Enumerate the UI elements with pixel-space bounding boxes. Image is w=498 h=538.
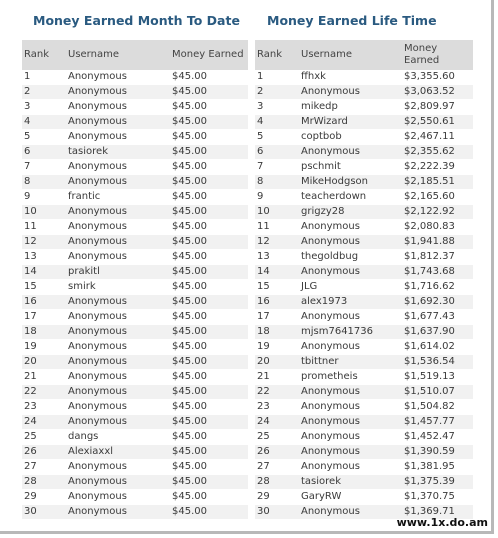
username-cell: Anonymous xyxy=(299,265,402,280)
username-cell: Anonymous xyxy=(66,370,170,385)
username-cell: thegoldbug xyxy=(299,250,402,265)
money-earned-cell: $45.00 xyxy=(170,505,248,520)
money-earned-cell: $2,222.39 xyxy=(402,160,473,175)
table-row xyxy=(255,265,473,280)
money-earned-cell: $1,510.07 xyxy=(402,385,473,400)
rank-cell: 19 xyxy=(22,340,66,355)
username-cell: smirk xyxy=(66,280,170,295)
rank-cell: 8 xyxy=(22,175,66,190)
money-earned-cell: $1,369.71 xyxy=(402,505,473,520)
username-cell: Anonymous xyxy=(66,415,170,430)
money-earned-cell: $2,467.11 xyxy=(402,130,473,145)
rank-cell: 4 xyxy=(22,115,66,130)
table-row xyxy=(22,190,248,205)
table-row xyxy=(22,160,248,175)
username-cell: Anonymous xyxy=(66,310,170,325)
rank-cell: 16 xyxy=(255,295,299,310)
table-row xyxy=(255,70,473,85)
rank-cell: 1 xyxy=(255,70,299,85)
username-cell: prakitl xyxy=(66,265,170,280)
username-cell: Anonymous xyxy=(66,325,170,340)
table-row xyxy=(22,115,248,130)
username-cell: Anonymous xyxy=(299,505,402,520)
money-earned-cell: $45.00 xyxy=(170,310,248,325)
rank-cell: 7 xyxy=(22,160,66,175)
table-row xyxy=(22,415,248,430)
money-earned-cell: $45.00 xyxy=(170,190,248,205)
rank-cell: 28 xyxy=(255,475,299,490)
username-cell: Anonymous xyxy=(66,490,170,505)
table-row xyxy=(22,385,248,400)
money-earned-cell: $45.00 xyxy=(170,145,248,160)
life-time-table xyxy=(255,40,473,520)
money-earned-cell: $1,375.39 xyxy=(402,475,473,490)
money-earned-cell: $45.00 xyxy=(170,490,248,505)
money-earned-cell: $45.00 xyxy=(170,160,248,175)
money-earned-cell: $2,080.83 xyxy=(402,220,473,235)
rank-cell: 9 xyxy=(22,190,66,205)
username-cell: Anonymous xyxy=(66,160,170,175)
table-row xyxy=(22,85,248,100)
username-cell: tbittner xyxy=(299,355,402,370)
money-earned-cell: $1,716.62 xyxy=(402,280,473,295)
life-time-panel xyxy=(255,0,473,520)
money-earned-cell: $1,457.77 xyxy=(402,415,473,430)
rank-cell: 5 xyxy=(255,130,299,145)
rank-cell: 10 xyxy=(255,205,299,220)
table-row xyxy=(255,130,473,145)
money-earned-cell: $45.00 xyxy=(170,250,248,265)
username-cell: Anonymous xyxy=(66,505,170,520)
rank-cell: 30 xyxy=(22,505,66,520)
money-earned-cell: $45.00 xyxy=(170,130,248,145)
username-cell: MikeHodgson xyxy=(299,175,402,190)
rank-cell: 17 xyxy=(22,310,66,325)
table-row xyxy=(22,220,248,235)
table-row xyxy=(22,295,248,310)
money-earned-cell: $45.00 xyxy=(170,370,248,385)
username-cell: teacherdown xyxy=(299,190,402,205)
money-earned-cell: $2,165.60 xyxy=(402,190,473,205)
username-cell: Anonymous xyxy=(299,340,402,355)
rank-cell: 20 xyxy=(22,355,66,370)
money-earned-cell: $1,812.37 xyxy=(402,250,473,265)
table-row xyxy=(255,385,473,400)
rank-cell: 8 xyxy=(255,175,299,190)
rank-cell: 13 xyxy=(22,250,66,265)
rank-cell: 29 xyxy=(22,490,66,505)
rank-cell: 2 xyxy=(22,85,66,100)
table-row xyxy=(255,325,473,340)
username-cell: dangs xyxy=(66,430,170,445)
rank-cell: 11 xyxy=(255,220,299,235)
username-cell: Anonymous xyxy=(66,250,170,265)
username-cell: Anonymous xyxy=(299,310,402,325)
table-row xyxy=(22,325,248,340)
rank-cell: 3 xyxy=(255,100,299,115)
money-earned-cell: $3,063.52 xyxy=(402,85,473,100)
username-cell: Anonymous xyxy=(66,130,170,145)
rank-cell: 18 xyxy=(255,325,299,340)
username-cell: Anonymous xyxy=(299,385,402,400)
table-row xyxy=(255,355,473,370)
rank-cell: 17 xyxy=(255,310,299,325)
rank-cell: 22 xyxy=(22,385,66,400)
username-cell: ffhxk xyxy=(299,70,402,85)
table-row xyxy=(255,295,473,310)
money-earned-cell: $2,185.51 xyxy=(402,175,473,190)
rank-cell: 9 xyxy=(255,190,299,205)
rank-cell: 1 xyxy=(22,70,66,85)
money-earned-column-header: Money Earned xyxy=(402,40,473,70)
money-earned-cell: $1,381.95 xyxy=(402,460,473,475)
username-cell: Anonymous xyxy=(66,85,170,100)
money-earned-cell: $1,519.13 xyxy=(402,370,473,385)
rank-cell: 25 xyxy=(22,430,66,445)
table-row xyxy=(22,265,248,280)
rank-cell: 22 xyxy=(255,385,299,400)
rank-cell: 6 xyxy=(255,145,299,160)
table-row xyxy=(22,70,248,85)
money-earned-cell: $1,941.88 xyxy=(402,235,473,250)
money-earned-cell: $1,692.30 xyxy=(402,295,473,310)
rank-cell: 27 xyxy=(255,460,299,475)
rank-cell: 27 xyxy=(22,460,66,475)
username-cell: alex1973 xyxy=(299,295,402,310)
username-cell: Anonymous xyxy=(299,460,402,475)
rank-cell: 12 xyxy=(22,235,66,250)
table-row xyxy=(255,175,473,190)
money-earned-cell: $45.00 xyxy=(170,265,248,280)
rank-cell: 10 xyxy=(22,205,66,220)
money-earned-cell: $45.00 xyxy=(170,295,248,310)
rank-cell: 16 xyxy=(22,295,66,310)
username-cell: pschmit xyxy=(299,160,402,175)
money-earned-cell: $2,550.61 xyxy=(402,115,473,130)
money-earned-cell: $45.00 xyxy=(170,430,248,445)
table-row xyxy=(255,460,473,475)
money-earned-cell: $45.00 xyxy=(170,235,248,250)
money-earned-cell: $2,122.92 xyxy=(402,205,473,220)
table-row xyxy=(255,400,473,415)
money-earned-cell: $45.00 xyxy=(170,115,248,130)
money-earned-cell: $45.00 xyxy=(170,100,248,115)
username-cell: Anonymous xyxy=(66,205,170,220)
life-time-title: Money Earned Life Time xyxy=(267,13,437,28)
money-earned-cell: $45.00 xyxy=(170,415,248,430)
rank-cell: 15 xyxy=(22,280,66,295)
username-cell: MrWizard xyxy=(299,115,402,130)
table-row xyxy=(255,415,473,430)
rank-cell: 13 xyxy=(255,250,299,265)
rank-cell: 23 xyxy=(22,400,66,415)
table-row xyxy=(255,430,473,445)
username-cell: Alexiaxxl xyxy=(66,445,170,460)
money-earned-cell: $45.00 xyxy=(170,220,248,235)
rank-cell: 7 xyxy=(255,160,299,175)
username-cell: frantic xyxy=(66,190,170,205)
rank-cell: 24 xyxy=(22,415,66,430)
username-cell: Anonymous xyxy=(66,235,170,250)
money-earned-cell: $45.00 xyxy=(170,325,248,340)
rank-cell: 21 xyxy=(255,370,299,385)
username-cell: Anonymous xyxy=(299,445,402,460)
table-row xyxy=(22,490,248,505)
money-earned-cell: $2,809.97 xyxy=(402,100,473,115)
username-cell: JLG xyxy=(299,280,402,295)
money-earned-cell: $1,614.02 xyxy=(402,340,473,355)
rank-cell: 18 xyxy=(22,325,66,340)
money-earned-cell: $1,536.54 xyxy=(402,355,473,370)
table-row xyxy=(255,85,473,100)
rank-cell: 15 xyxy=(255,280,299,295)
table-header-row xyxy=(22,40,248,70)
money-earned-cell: $45.00 xyxy=(170,340,248,355)
table-row xyxy=(255,370,473,385)
table-row xyxy=(22,250,248,265)
username-cell: Anonymous xyxy=(299,430,402,445)
username-cell: Anonymous xyxy=(66,340,170,355)
money-earned-cell: $1,677.43 xyxy=(402,310,473,325)
username-cell: mikedp xyxy=(299,100,402,115)
month-to-date-rows xyxy=(22,70,248,520)
rank-cell: 30 xyxy=(255,505,299,520)
username-cell: Anonymous xyxy=(66,460,170,475)
table-row xyxy=(255,115,473,130)
table-header-row xyxy=(255,40,473,70)
rank-cell: 23 xyxy=(255,400,299,415)
table-row xyxy=(22,205,248,220)
table-row xyxy=(22,475,248,490)
table-row xyxy=(22,235,248,250)
money-earned-cell: $45.00 xyxy=(170,460,248,475)
rank-cell: 24 xyxy=(255,415,299,430)
watermark: www.1x.do.am xyxy=(396,516,488,529)
money-earned-cell: $45.00 xyxy=(170,280,248,295)
money-earned-cell: $45.00 xyxy=(170,85,248,100)
username-cell: Anonymous xyxy=(299,220,402,235)
username-cell: Anonymous xyxy=(66,295,170,310)
rank-cell: 29 xyxy=(255,490,299,505)
money-earned-cell: $2,355.62 xyxy=(402,145,473,160)
username-cell: Anonymous xyxy=(66,100,170,115)
username-cell: Anonymous xyxy=(66,475,170,490)
username-cell: Anonymous xyxy=(66,70,170,85)
money-earned-cell: $45.00 xyxy=(170,175,248,190)
table-row xyxy=(22,400,248,415)
table-row xyxy=(22,355,248,370)
table-row xyxy=(22,430,248,445)
rank-cell: 20 xyxy=(255,355,299,370)
username-cell: tasiorek xyxy=(66,145,170,160)
table-row xyxy=(22,280,248,295)
money-earned-cell: $1,637.90 xyxy=(402,325,473,340)
money-earned-cell: $45.00 xyxy=(170,205,248,220)
month-to-date-title: Money Earned Month To Date xyxy=(33,13,240,28)
rank-cell: 19 xyxy=(255,340,299,355)
username-cell: Anonymous xyxy=(299,145,402,160)
money-earned-cell: $1,504.82 xyxy=(402,400,473,415)
rank-cell: 2 xyxy=(255,85,299,100)
table-row xyxy=(22,445,248,460)
username-column-header: Username xyxy=(66,40,170,70)
table-row xyxy=(22,130,248,145)
rank-column-header: Rank xyxy=(255,40,299,70)
table-row xyxy=(22,460,248,475)
money-earned-cell: $1,452.47 xyxy=(402,430,473,445)
username-cell: Anonymous xyxy=(66,355,170,370)
table-row xyxy=(255,145,473,160)
money-earned-cell: $45.00 xyxy=(170,355,248,370)
month-to-date-table xyxy=(22,40,248,520)
table-row xyxy=(255,445,473,460)
table-row xyxy=(22,340,248,355)
username-cell: grigzy28 xyxy=(299,205,402,220)
username-cell: GaryRW xyxy=(299,490,402,505)
money-earned-cell: $1,370.75 xyxy=(402,490,473,505)
username-cell: Anonymous xyxy=(299,400,402,415)
money-earned-cell: $1,743.68 xyxy=(402,265,473,280)
username-cell: Anonymous xyxy=(299,85,402,100)
username-cell: Anonymous xyxy=(299,235,402,250)
money-earned-cell: $1,390.59 xyxy=(402,445,473,460)
money-earned-cell: $3,355.60 xyxy=(402,70,473,85)
username-cell: tasiorek xyxy=(299,475,402,490)
rank-cell: 11 xyxy=(22,220,66,235)
rank-cell: 3 xyxy=(22,100,66,115)
username-cell: prometheis xyxy=(299,370,402,385)
rank-cell: 6 xyxy=(22,145,66,160)
username-cell: Anonymous xyxy=(66,115,170,130)
money-earned-cell: $45.00 xyxy=(170,400,248,415)
rank-cell: 21 xyxy=(22,370,66,385)
username-cell: Anonymous xyxy=(66,385,170,400)
rank-cell: 4 xyxy=(255,115,299,130)
username-cell: mjsm7641736 xyxy=(299,325,402,340)
money-earned-column-header: Money Earned xyxy=(170,40,248,70)
money-earned-cell: $45.00 xyxy=(170,385,248,400)
money-earned-cell: $45.00 xyxy=(170,445,248,460)
table-row xyxy=(22,505,248,520)
table-row xyxy=(255,190,473,205)
table-row xyxy=(255,160,473,175)
rank-cell: 5 xyxy=(22,130,66,145)
rank-cell: 14 xyxy=(255,265,299,280)
life-time-rows xyxy=(255,70,473,520)
table-row xyxy=(22,175,248,190)
username-cell: Anonymous xyxy=(66,400,170,415)
table-row xyxy=(255,220,473,235)
table-row xyxy=(255,280,473,295)
table-row xyxy=(255,490,473,505)
table-row xyxy=(255,205,473,220)
table-row xyxy=(255,235,473,250)
rank-cell: 12 xyxy=(255,235,299,250)
username-cell: Anonymous xyxy=(66,175,170,190)
username-cell: Anonymous xyxy=(66,220,170,235)
table-row xyxy=(22,370,248,385)
rank-cell: 26 xyxy=(22,445,66,460)
table-row xyxy=(255,100,473,115)
rank-cell: 25 xyxy=(255,430,299,445)
table-row xyxy=(255,340,473,355)
rank-cell: 28 xyxy=(22,475,66,490)
table-row xyxy=(255,475,473,490)
table-row xyxy=(22,310,248,325)
rank-cell: 14 xyxy=(22,265,66,280)
rank-column-header: Rank xyxy=(22,40,66,70)
table-row xyxy=(255,310,473,325)
table-row xyxy=(22,145,248,160)
rank-cell: 26 xyxy=(255,445,299,460)
money-earned-cell: $45.00 xyxy=(170,70,248,85)
table-row xyxy=(255,250,473,265)
username-column-header: Username xyxy=(299,40,402,70)
username-cell: Anonymous xyxy=(299,415,402,430)
username-cell: coptbob xyxy=(299,130,402,145)
money-earned-cell: $45.00 xyxy=(170,475,248,490)
month-to-date-panel xyxy=(22,0,248,520)
table-row xyxy=(22,100,248,115)
